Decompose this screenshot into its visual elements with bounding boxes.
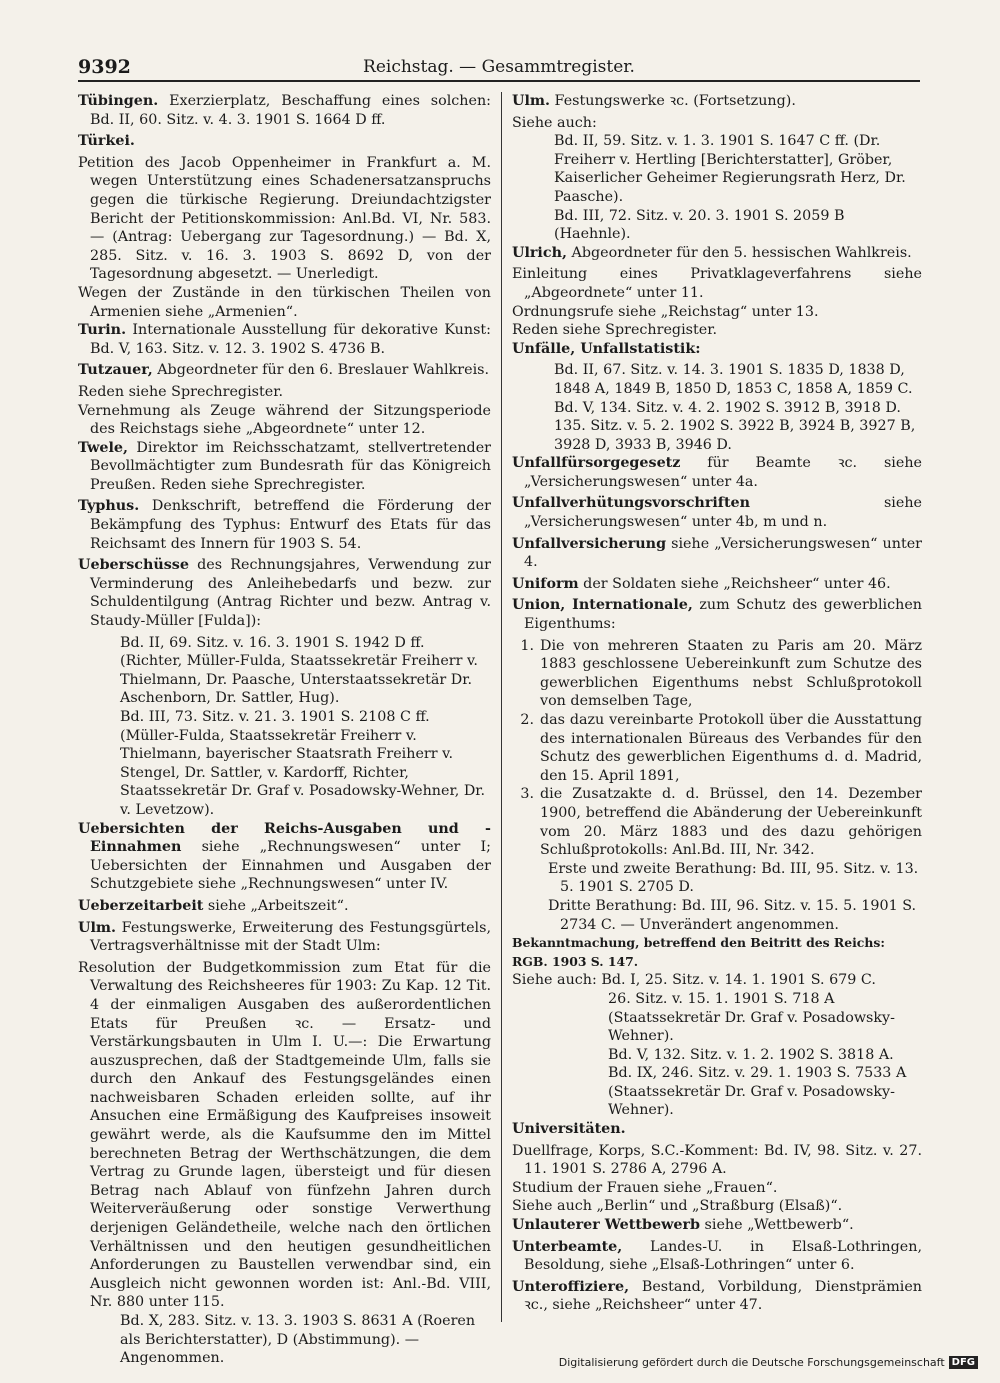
entry-keyword: Tutzauer,: [78, 362, 153, 379]
entry-text: der Soldaten siehe „Reichsheer“ unter 46.: [578, 575, 891, 592]
sub-entry: Wegen der Zustände in den türkischen Theilen von Armenien siehe „Armenien“.: [78, 284, 491, 320]
reading-line: Erste und zweite Berathung: Bd. III, 95. Sitz. v. 13. 5. 1901 S. 2705 D.: [548, 860, 919, 896]
index-entry: [512, 575, 922, 594]
entry-text: Direktor im Reichsschatzamt, stellvertretender Bevollmächtigter zum Bundesrath für das Königreich Preußen. Reden siehe Sprechregister.: [90, 439, 491, 493]
item-number: 2.: [520, 712, 534, 728]
item-text: das dazu vereinbarte Protokoll über die Ausstattung des internationalen Büreaus des Verbandes für den Schutz des gewerblichen Eigenthums d. d. Madrid, den 15. April 1891,: [540, 712, 922, 784]
entry-keyword: Türkei.: [78, 133, 135, 150]
entry-keyword: Unfälle, Unfallstatistik:: [512, 340, 701, 357]
item-text: die Zusatzakte d. d. Brüssel, den 14. Dezember 1900, betreffend die Abänderung der Uebereinkunft vom 20. März 1883 und des dazu gehörigen Schlußprotokolls: Anl.Bd. III, Nr. 342.: [540, 786, 922, 859]
entry-keyword: Unfallfürsorgegesetz: [512, 455, 681, 472]
item-number: 1.: [520, 637, 534, 654]
numbered-item: [512, 785, 922, 859]
sub-entry: Petition des Jacob Oppenheimer in Frankfurt a. M. wegen Unterstützung eines Schadenersatzanspruchs gegen die türkische Regierung. Dreiundachtzigster Bericht der Petitionskommission: Anl.Bd. VI, Nr. 583. — (Antrag: Uebergang zur Tagesordnung.) — Bd. X, 285. Sitz. v. 16. 3. 1903 S. 8692 D, von der Tagesordnung abgesetzt. — Unerledigt.: [78, 154, 491, 283]
entry-keyword: Ueberschüsse: [78, 557, 189, 574]
reference-line: Bd. III, 72. Sitz. v. 20. 3. 1901 S. 2059 B (Haehnle).: [554, 207, 845, 243]
item-text: Die von mehreren Staaten zu Paris am 20. März 1883 geschlossene Uebereinkunft zum Schutze des gewerblichen Eigenthums nebst Schlußprotokoll von demselben Tage,: [540, 637, 922, 710]
reading-line: Dritte Berathung: Bd. III, 96. Sitz. v. 15. 5. 1901 S. 2734 C. — Unverändert angenommen.: [548, 897, 917, 933]
column-divider: [501, 92, 502, 1322]
index-entry: [78, 132, 491, 151]
entry-text: Festungswerke ꝛc. (Fortsetzung).: [550, 93, 796, 109]
index-entry: [512, 535, 922, 572]
entry-keyword: Ulrich,: [512, 244, 567, 261]
entry-keyword: Turin.: [78, 322, 127, 339]
dfg-logo-icon: DFG: [949, 1356, 978, 1369]
index-entry: [512, 340, 922, 359]
entry-keyword: Twele,: [78, 439, 128, 456]
index-entry: [512, 1238, 922, 1275]
index-entry: [78, 361, 491, 380]
entry-keyword: Unfallverhütungsvorschriften: [512, 495, 751, 512]
reference-line: Bd. II, 67. Sitz. v. 14. 3. 1901 S. 1835 D, 1838 D, 1848 A, 1849 B, 1850 D, 1853 C, 1858 A, 1859 C.: [554, 362, 913, 397]
entry-text: siehe „Arbeitszeit“.: [203, 897, 349, 914]
sub-entry: Siehe auch:: [512, 114, 597, 131]
entry-text: Denkschrift, betreffend die Förderung der Bekämpfung des Typhus: Entwurf des Etats für das Reichsamt des Innern für 1903 S. 54.: [90, 498, 491, 552]
entry-text: Exerzierplatz, Beschaffung eines solchen: Bd. II, 60. Sitz. v. 4. 3. 1901 S. 1664 D ff.: [90, 93, 491, 128]
entry-text: siehe „Wettbewerb“.: [700, 1217, 854, 1234]
numbered-item: [512, 711, 922, 785]
entry-text: für Beamte ꝛc. siehe „Versicherungswesen“ unter 4a.: [524, 455, 922, 490]
reference-line: Bd. V, 134. Sitz. v. 4. 2. 1902 S. 3912 B, 3918 D. 135. Sitz. v. 5. 2. 1902 S. 3922 B, 3924 B, 3927 B, 3928 D, 3933 B, 3946 D.: [554, 399, 916, 453]
entry-keyword: Typhus.: [78, 498, 140, 515]
index-entry: [512, 1278, 922, 1315]
reference-line: Bd. V, 132. Sitz. v. 1. 2. 1902 S. 3818 A.: [608, 1046, 894, 1063]
entry-text: Landes-U. in Elsaß-Lothringen, Besoldung, siehe „Elsaß-Lothringen“ unter 6.: [524, 1238, 922, 1274]
index-entry: [78, 897, 491, 916]
index-entry: [78, 497, 491, 553]
sub-entry: Duellfrage, Korps, S.C.-Komment: Bd. IV, 98. Sitz. v. 27. 11. 1901 S. 2786 A, 2796 A.: [512, 1142, 922, 1178]
entry-keyword: Unlauterer Wettbewerb: [512, 1217, 701, 1234]
entry-text: Abgeordneter für den 5. hessischen Wahlkreis.: [566, 244, 912, 261]
index-entry: [512, 494, 922, 531]
sub-entry: Ordnungsrufe siehe „Reichstag“ unter 13.: [512, 303, 819, 320]
reference-line: Bd. X, 283. Sitz. v. 13. 3. 1903 S. 8631 A (Roeren als Berichterstatter), D (Abstimmung). — Angenommen.: [120, 1313, 476, 1367]
entry-text: zum Schutz des gewerblichen Eigenthums:: [524, 597, 922, 633]
right-column: [512, 92, 922, 1318]
sub-entry: Resolution der Budgetkommission zum Etat für die Verwaltung des Reichsheeres für 1903: Zu Kap. 12 Tit. 4 der einmaligen Ausgaben des außerordentlichen Etats für Preußen ꝛc. — Ersatz- und Verstärkungsbauten in Ulm I. U.—: Die Erwartung auszusprechen, daß der Stadtgemeinde Ulm, falls sie durch den Ankauf des Festungsgeländes einen nachweisbaren Schaden erleiden sollte, auf ihr Ansuchen eine Ermäßigung des Kaufpreises insoweit gewährt werde, als die Kaufsumme den im Mittel berechneten Betrag der Werthschätzungen, die dem Vertrag zu Grunde lagen, übersteigt und für diesen Betrag nach Ablauf von fünfzehn Jahren durch Weiterveräußerung oder sonstige Verwerthung derjenigen Geländetheile, welche nach den örtlichen Verhältnissen und den heutigen gesundheitlichen Anforderungen zu Baustellen verwendbar sind, ein Ausgleich nicht gewonnen worden ist: Anl.-Bd. VIII, Nr. 880 unter 115.: [78, 959, 491, 1311]
reference-line: Bd. II, 69. Sitz. v. 16. 3. 1901 S. 1942 D ff. (Richter, Müller-Fulda, Staatssekretär Freiherr v. Thielmann, Dr. Paasche, Unterstaatssekretär Dr. Aschenborn, Dr. Sattler, Hug).: [120, 634, 478, 707]
sub-entry: Reden siehe Sprechregister.: [512, 322, 718, 339]
entry-text: Bestand, Vorbildung, Dienstprämien ꝛc., siehe „Reichsheer“ unter 47.: [524, 1278, 922, 1314]
entry-keyword: Uebersichten der Reichs-Ausgaben und -Einnahmen: [78, 820, 491, 856]
index-entry: [78, 556, 491, 630]
entry-text: des Rechnungsjahres, Verwendung zur Verminderung des Anleihebedarfs und bezw. zur Schuldentilgung (Antrag Richter und bezw. Antrag v. Staudy-Müller [Fulda]):: [90, 557, 491, 630]
index-entry: [512, 1216, 922, 1235]
entry-text: siehe „Versicherungswesen“ unter 4b, m und n.: [524, 495, 922, 531]
page-number: 9392: [78, 56, 131, 78]
announcement-note: Bekanntmachung, betreffend den Beitritt des Reichs: RGB. 1903 S. 147.: [512, 935, 885, 969]
sub-entry: Siehe auch: Bd. I, 25. Sitz. v. 14. 1. 1901 S. 679 C.: [512, 972, 876, 989]
index-entry: [78, 820, 491, 894]
sub-entry: Vernehmung als Zeuge während der Sitzungsperiode des Reichstags siehe „Abgeordnete“ unter 12.: [78, 402, 491, 438]
footer-text: Digitalisierung gefördert durch die Deutsche Forschungsgemeinschaft: [558, 1356, 945, 1369]
footer: [559, 1356, 978, 1369]
numbered-item: [512, 637, 922, 711]
index-entry: [512, 1120, 922, 1139]
entry-text: siehe „Versicherungswesen“ unter 4.: [524, 535, 922, 571]
index-entry: [512, 454, 922, 491]
entry-keyword: Tübingen.: [78, 93, 159, 109]
entry-keyword: Universitäten.: [512, 1121, 626, 1138]
left-column: [78, 92, 491, 1368]
reference-line: Bd. III, 73. Sitz. v. 21. 3. 1901 S. 2108 C ff. (Müller-Fulda, Staatssekretär Freiherr v. Thielmann, bayerischer Staatsrath Freiherr v. Stengel, Dr. Sattler, v. Kardorff, Richter, Staatssekretär Dr. Graf v. Posadowsky-Wehner, Dr. v. Levetzow).: [120, 709, 486, 818]
index-entry: [512, 92, 922, 111]
sub-entry: Einleitung eines Privatklageverfahrens siehe „Abgeordnete“ unter 11.: [512, 266, 922, 301]
reference-line: Bd. IX, 246. Sitz. v. 29. 1. 1903 S. 7533 A (Staatssekretär Dr. Graf v. Posadowsky-Wehner).: [608, 1065, 907, 1119]
entry-keyword: Ulm.: [78, 919, 117, 936]
entry-keyword: Ueberzeitarbeit: [78, 897, 204, 914]
reference-line: Bd. II, 59. Sitz. v. 1. 3. 1901 S. 1647 C ff. (Dr. Freiherr v. Hertling [Berichterstatter], Gröber, Kaiserlicher Geheimer Regierungsrath Herz, Dr. Paasche).: [554, 133, 906, 205]
entry-keyword: Unterbeamte,: [512, 1238, 623, 1255]
entry-text: Internationale Ausstellung für dekorative Kunst: Bd. V, 163. Sitz. v. 12. 3. 1902 S. 4736 B.: [90, 322, 491, 357]
sub-entry: Siehe auch „Berlin“ und „Straßburg (Elsaß)“.: [512, 1198, 843, 1215]
entry-keyword: Unteroffiziere,: [512, 1278, 630, 1295]
entry-keyword: Unfallversicherung: [512, 535, 667, 552]
entry-text: Festungswerke, Erweiterung des Festungsgürtels, Vertragsverhältnisse mit der Stadt Ulm:: [90, 919, 491, 955]
item-number: 3.: [520, 786, 534, 803]
index-entry: [512, 244, 922, 263]
entry-text: siehe „Rechnungswesen“ unter I; Uebersichten der Einnahmen und Ausgaben der Schutzgebiete siehe „Rechnungswesen“ unter IV.: [90, 839, 491, 893]
entry-text: Abgeordneter für den 6. Breslauer Wahlkreis.: [152, 362, 490, 379]
index-entry: [78, 919, 491, 956]
reference-line: 26. Sitz. v. 15. 1. 1901 S. 718 A (Staatssekretär Dr. Graf v. Posadowsky-Wehner).: [608, 990, 895, 1045]
index-entry: [78, 92, 491, 129]
entry-keyword: Union, Internationale,: [512, 597, 693, 614]
sub-entry: Reden siehe Sprechregister.: [78, 383, 284, 400]
index-entry: [78, 321, 491, 358]
index-entry: [512, 596, 922, 633]
entry-keyword: Ulm.: [512, 93, 551, 109]
index-entry: [78, 439, 491, 495]
sub-entry: Studium der Frauen siehe „Frauen“.: [512, 1179, 778, 1196]
running-head: Reichstag. — Gesammtregister.: [363, 57, 635, 77]
page-header: [78, 52, 920, 82]
entry-keyword: Uniform: [512, 575, 579, 592]
